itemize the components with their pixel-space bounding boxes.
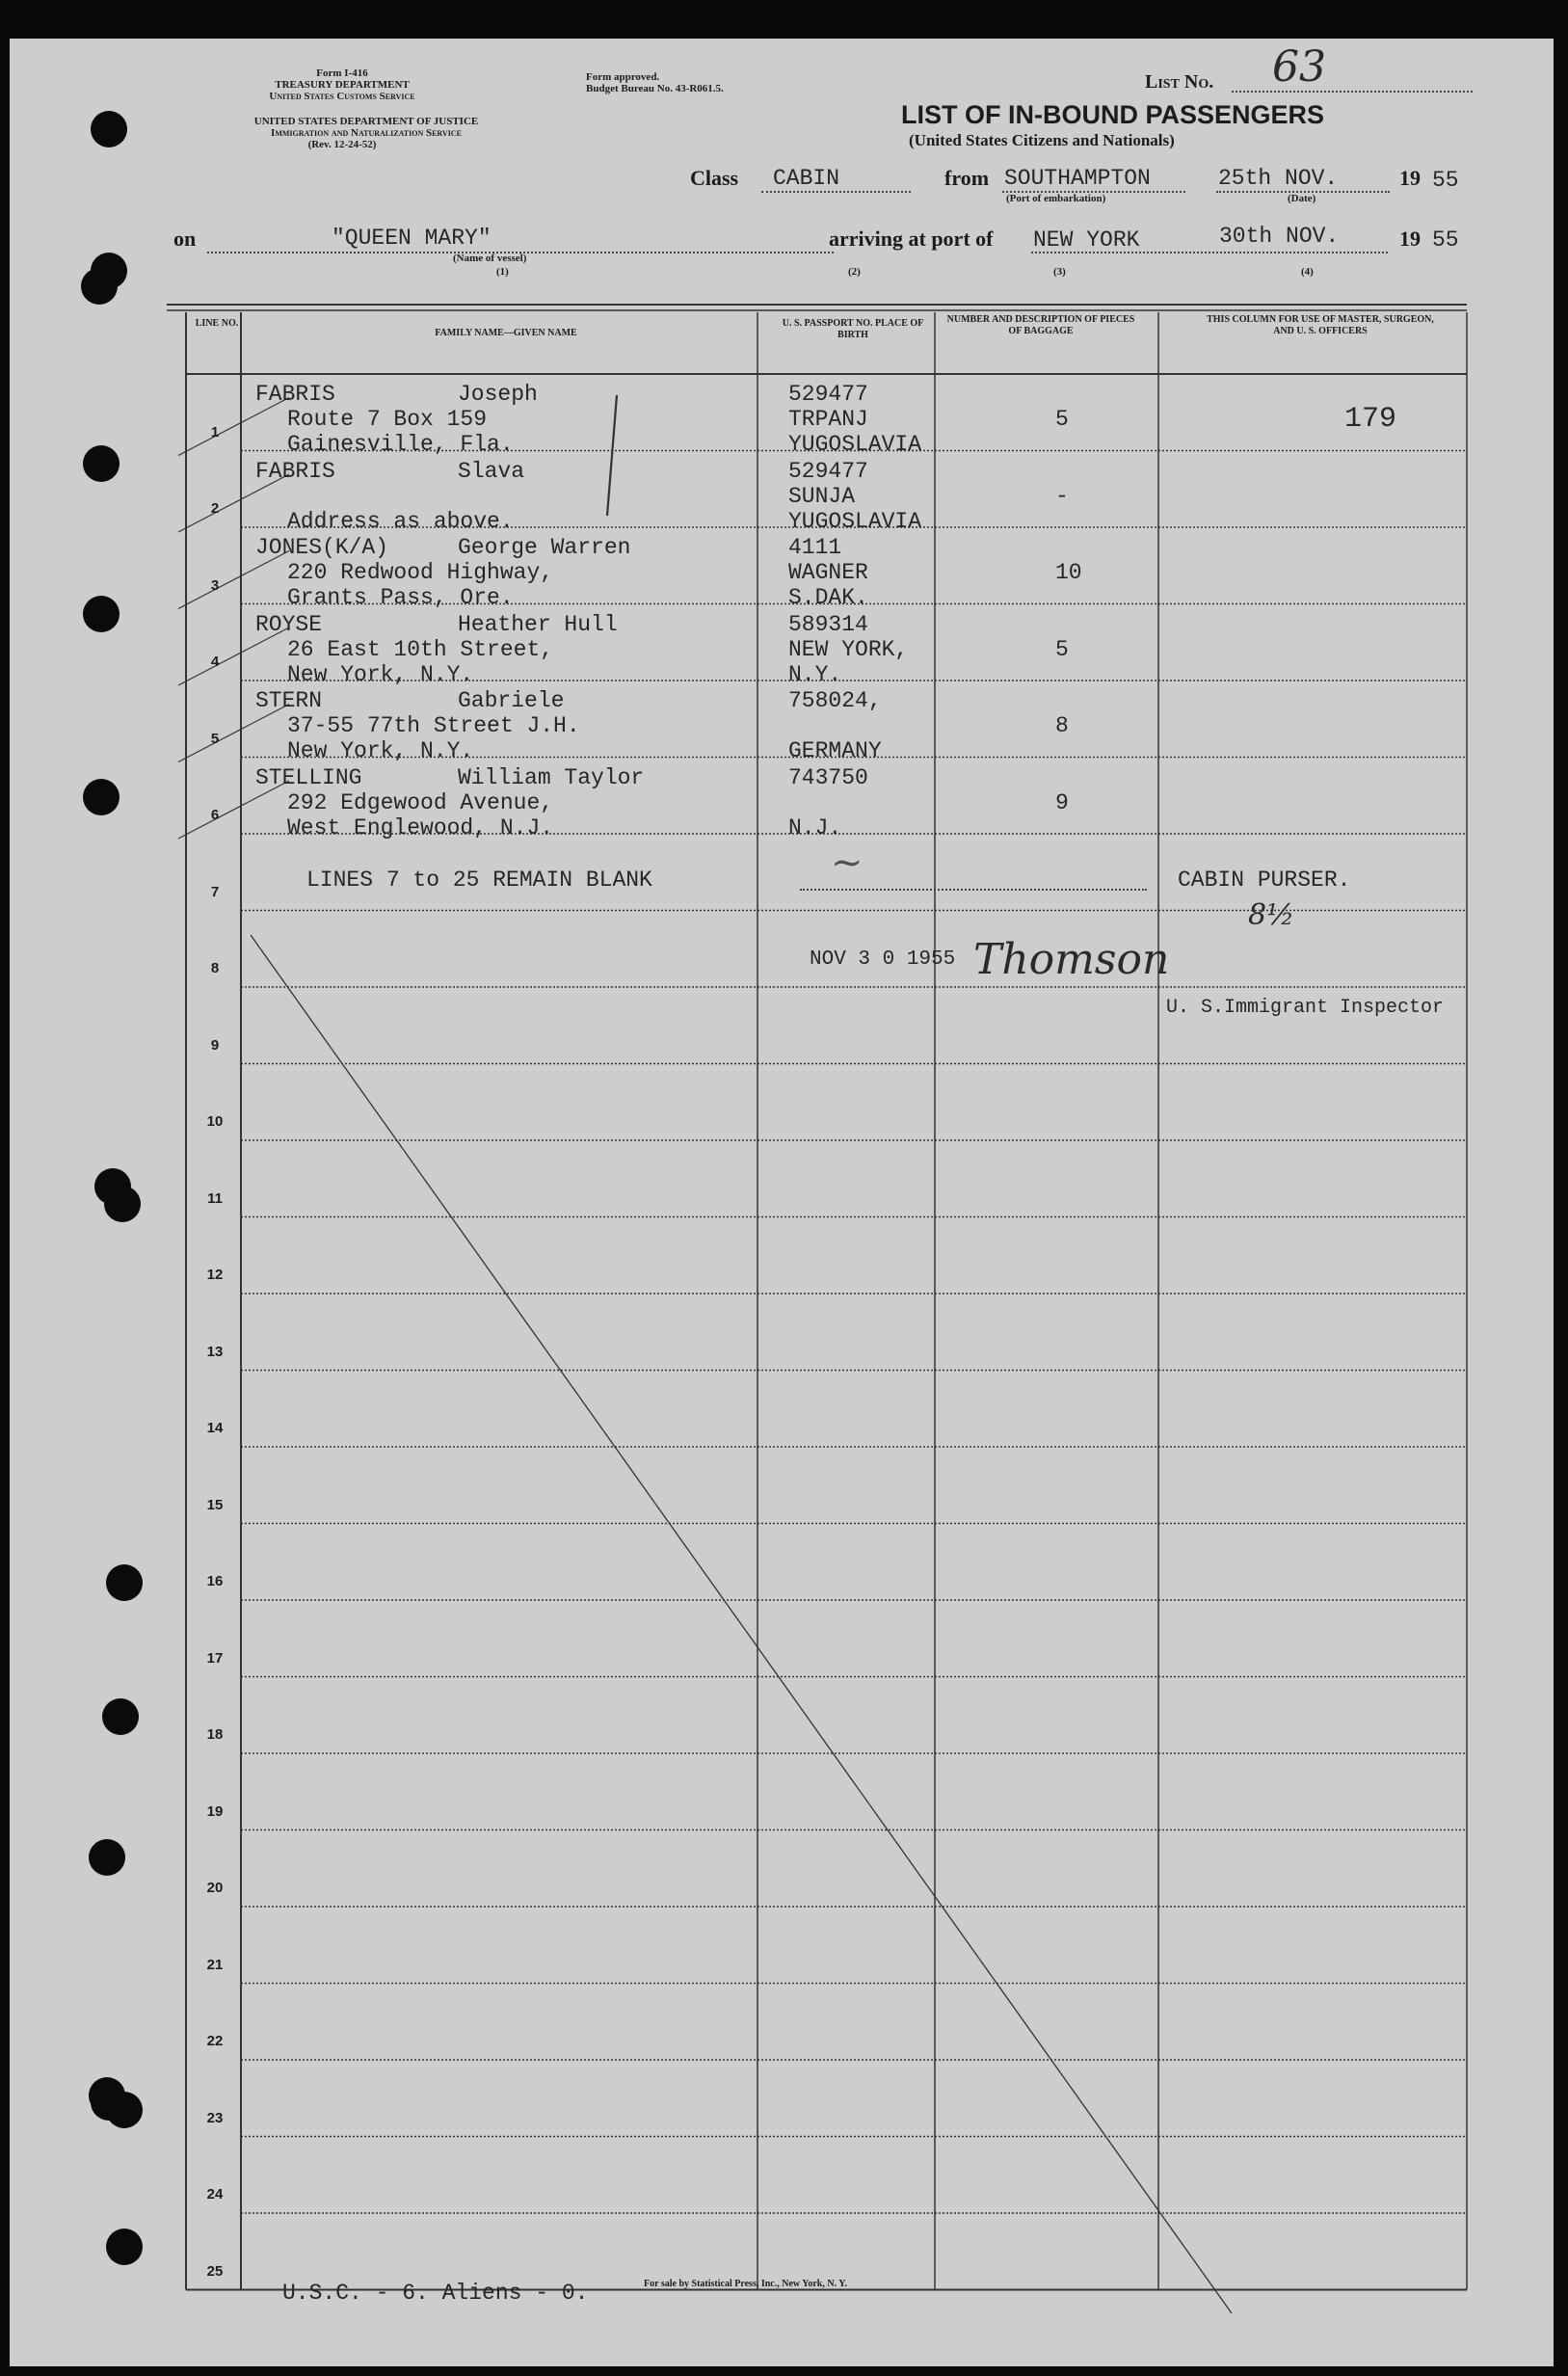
arrival-year-prefix: 19 <box>1399 227 1421 251</box>
row-number: 2 <box>210 500 220 517</box>
passenger-family-name: ROYSE <box>255 611 323 637</box>
list-no-value: 63 <box>1272 42 1326 92</box>
form-revision: (Rev. 12-24-52) <box>307 139 377 150</box>
from-caption: (Port of embarkation) <box>1006 193 1106 204</box>
budget-bureau: Budget Bureau No. 43-R061.5. <box>586 83 724 94</box>
vessel-caption: (Name of vessel) <box>453 253 527 264</box>
passenger-baggage-count: 5 <box>1055 407 1069 432</box>
inspection-date-stamp: NOV 3 0 1955 <box>810 948 956 971</box>
arrival-date: 30th NOV. <box>1219 224 1340 249</box>
year-prefix: 19 <box>1399 166 1421 190</box>
blank-lines-note: LINES 7 to 25 REMAIN BLANK <box>306 868 652 893</box>
passenger-address-line2: Gainesville, Fla. <box>287 432 514 457</box>
passenger-birthplace-line2: GERMANY <box>788 738 882 763</box>
row-number: 20 <box>206 1880 224 1896</box>
passenger-baggage-count: 8 <box>1055 713 1069 738</box>
passenger-birthplace-line1: WAGNER <box>788 560 868 585</box>
from-date: 25th NOV. <box>1218 166 1339 191</box>
class-value: CABIN <box>773 166 840 191</box>
col-officers: THIS COLUMN FOR USE OF MASTER, SURGEON, AND U. S. OFFICERS <box>1207 314 1434 336</box>
dept-treasury-sub: United States Customs Service <box>269 91 415 102</box>
passenger-passport-no: 758024, <box>788 688 882 713</box>
row-number: 12 <box>206 1267 224 1283</box>
hand-stroke <box>607 395 617 516</box>
row-number: 11 <box>207 1189 223 1207</box>
passenger-passport-no: 743750 <box>788 764 868 790</box>
row-number: 5 <box>210 730 220 747</box>
on-label: on <box>173 227 197 251</box>
passenger-address-line1: Route 7 Box 159 <box>287 407 488 432</box>
passenger-address-line2: New York, N.Y. <box>287 738 474 763</box>
col-name: FAMILY NAME—GIVEN NAME <box>435 328 577 338</box>
col-cap-4: (4) <box>1301 266 1314 278</box>
passenger-family-name: STERN <box>255 688 323 713</box>
purser-title: CABIN PURSER. <box>1178 868 1351 893</box>
arrival-year-value: 55 <box>1432 227 1459 253</box>
passenger-given-name: William Taylor <box>458 764 645 790</box>
passenger-family-name: JONES(K/A) <box>255 535 389 560</box>
passenger-baggage-count: - <box>1055 483 1069 509</box>
row-number: 8 <box>210 960 220 976</box>
passenger-birthplace-line2: YUGOSLAVIA <box>788 508 922 534</box>
from-value: SOUTHAMPTON <box>1004 166 1151 191</box>
passenger-birthplace-line2: N.J. <box>788 814 842 841</box>
inspector-signature: Thomson <box>973 935 1170 984</box>
col-cap-2: (2) <box>848 266 861 278</box>
list-no-label: List No. <box>1145 71 1214 93</box>
footer-totals: U.S.C. - 6. Aliens - 0. <box>282 2281 589 2306</box>
from-label: from <box>944 166 990 190</box>
passenger-passport-no: 4111 <box>788 535 842 560</box>
passenger-passport-no: 529477 <box>788 382 868 407</box>
passenger-birthplace-line1: SUNJA <box>788 483 856 509</box>
form-approved: Form approved. <box>586 71 660 83</box>
passenger-address-line1: 26 East 10th Street, <box>287 636 554 662</box>
arriving-label: arriving at port of <box>829 227 994 251</box>
passenger-family-name: FABRIS <box>255 382 335 407</box>
passenger-address-line1: 37-55 77th Street J.H. <box>287 713 580 738</box>
row-number: 19 <box>206 1802 224 1820</box>
date-caption: (Date) <box>1288 193 1316 204</box>
row-number: 13 <box>206 1343 224 1360</box>
dept-justice: UNITED STATES DEPARTMENT OF JUSTICE <box>253 116 479 127</box>
passenger-birthplace-line2: YUGOSLAVIA <box>788 432 922 457</box>
row-number: 4 <box>210 654 220 670</box>
col-cap-3: (3) <box>1053 266 1066 278</box>
row-number: 9 <box>210 1036 220 1054</box>
passenger-birthplace-line1: NEW YORK, <box>788 636 909 662</box>
handwritten-note: 8½ <box>1248 898 1295 932</box>
class-label: Class <box>690 166 739 190</box>
col-passport: U. S. PASSPORT NO. PLACE OF BIRTH <box>782 318 924 340</box>
row-number: 10 <box>206 1113 224 1130</box>
passenger-address-line2: Address as above. <box>287 508 514 534</box>
passenger-given-name: George Warren <box>458 535 631 560</box>
passenger-address-line1: 220 Redwood Highway, <box>287 560 554 585</box>
row-number: 18 <box>206 1726 224 1743</box>
row-number: 15 <box>206 1496 224 1513</box>
col-line-no: LINE NO. <box>195 318 239 329</box>
row-number: 17 <box>206 1649 224 1667</box>
passenger-address-line2: New York, N.Y. <box>287 661 474 687</box>
row-number: 1 <box>210 423 220 440</box>
passenger-birthplace-line2: S.DAK. <box>788 585 868 610</box>
passenger-address-line2: Grants Pass, Ore. <box>287 585 514 610</box>
dept-treasury: TREASURY DEPARTMENT <box>275 79 410 91</box>
passenger-given-name: Heather Hull <box>458 611 618 637</box>
form-subtitle: (United States Citizens and Nationals) <box>909 131 1175 149</box>
row-number: 24 <box>206 2186 224 2202</box>
col-cap-1: (1) <box>496 266 509 278</box>
passenger-family-name: STELLING <box>255 764 362 790</box>
row-number: 14 <box>206 1420 224 1436</box>
passenger-family-name: FABRIS <box>255 458 335 484</box>
purser-signature: ~ <box>831 841 864 885</box>
dept-justice-sub: Immigration and Naturalization Service <box>271 127 462 139</box>
port-value: NEW YORK <box>1033 227 1140 253</box>
row-number: 16 <box>206 1573 224 1589</box>
purser-signature-line <box>800 889 1147 891</box>
row-number: 3 <box>210 576 220 594</box>
row-number: 22 <box>206 2033 224 2049</box>
vessel-value: "QUEEN MARY" <box>332 226 492 251</box>
row-number: 21 <box>206 1956 224 1973</box>
inspector-title: U. S.Immigrant Inspector <box>1166 997 1445 1019</box>
passenger-address-line1: 292 Edgewood Avenue, <box>287 789 554 815</box>
row-number: 25 <box>206 2262 224 2280</box>
passenger-officer-note: 179 <box>1344 403 1397 436</box>
passenger-birthplace-line1: TRPANJ <box>788 407 868 432</box>
passenger-passport-no: 589314 <box>788 611 868 637</box>
passenger-given-name: Slava <box>458 458 525 484</box>
form-title: LIST OF IN-BOUND PASSENGERS <box>901 100 1325 129</box>
passenger-given-name: Gabriele <box>458 688 565 713</box>
table-grid <box>10 39 1554 2366</box>
passenger-baggage-count: 9 <box>1055 789 1069 815</box>
row-number: 23 <box>206 2109 224 2126</box>
passenger-birthplace-line2: N.Y. <box>788 661 842 687</box>
passenger-passport-no: 529477 <box>788 458 868 484</box>
footer-printer: For sale by Statistical Press, Inc., New York, N. Y. <box>644 2279 848 2289</box>
manifest-page <box>10 39 1554 2366</box>
passenger-baggage-count: 10 <box>1055 560 1082 585</box>
passenger-address-line2: West Englewood, N.J. <box>287 814 554 841</box>
cancellation-diagonal <box>251 935 1232 2313</box>
passenger-baggage-count: 5 <box>1055 636 1069 662</box>
row-number: 7 <box>210 883 220 900</box>
row-number: 6 <box>210 807 220 823</box>
year-value: 55 <box>1432 168 1459 193</box>
form-number: Form I-416 <box>316 67 368 79</box>
passenger-given-name: Joseph <box>458 382 538 407</box>
col-baggage: NUMBER AND DESCRIPTION OF PIECES OF BAGGAGE <box>946 314 1135 336</box>
